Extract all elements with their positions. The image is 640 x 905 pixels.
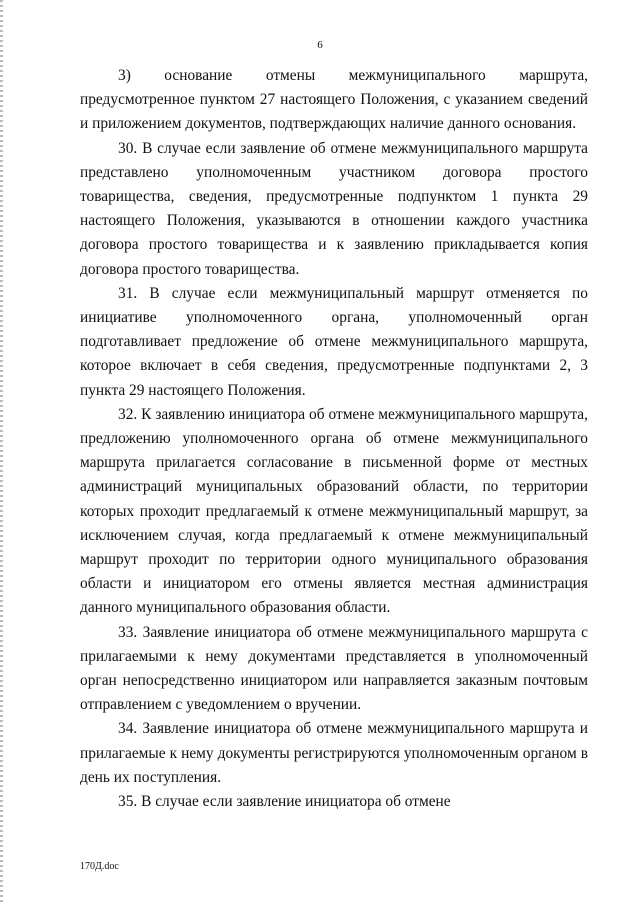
paragraph-35: 35. В случае если заявление инициатора об отмене — [118, 793, 451, 811]
page-number: 6 — [317, 39, 323, 51]
paragraph-item-3: 3) основание отмены межмуниципального маршрута, предусмотренное пунктом 27 настоящего Положения, с указанием сведений и приложением документов, подтверждающих наличие данного основания. — [80, 67, 588, 133]
scan-edge — [0, 0, 3, 905]
paragraph-32: 32. К заявлению инициатора об отмене межмуниципального маршрута, предложению уполномоченного органа об отмене межмуниципального маршрута прилагается согласование в письменной форме от местных администраций муниципальных образований области, по территории которых проходит предлагаемый к отмене межмуниципальный маршрут, за исключением случая, когда предлагаемый к отмене межмуниципальный маршрут проходит по территории одного муниципального образования области и инициатором его отмены является местная администрация данного муниципального образования области. — [80, 405, 588, 617]
paragraph-34: 34. Заявление инициатора об отмене межмуниципального маршрута и прилагаемые к нему документы регистрируются уполномоченным органом в день их поступления. — [80, 720, 588, 786]
footer-filename: 170Д.doc — [80, 861, 119, 872]
paragraph-33: 33. Заявление инициатора об отмене межмуниципального маршрута с прилагаемыми к нему документами представляется в уполномоченный орган непосредственно инициатором или направляется заказным почтовым отправлением с уведомлением о вручении. — [80, 623, 588, 714]
paragraph-30: 30. В случае если заявление об отмене межмуниципального маршрута представлено уполномоченным участником договора простого товарищества, сведения, предусмотренные подпунктом 1 пункта 29 настоящего Положения, указываются в отношении каждого участника договора простого товарищества и к заявлению прикладывается копия договора простого товарищества. — [80, 139, 588, 278]
paragraph-31: 31. В случае если межмуниципальный маршрут отменяется по инициативе уполномоченного органа, уполномоченный орган подготавливает предложение об отмене межмуниципального маршрута, которое включает в себя сведения, предусмотренные подпунктами 2, 3 пункта 29 настоящего Положения. — [80, 284, 588, 399]
document-body — [80, 64, 588, 814]
